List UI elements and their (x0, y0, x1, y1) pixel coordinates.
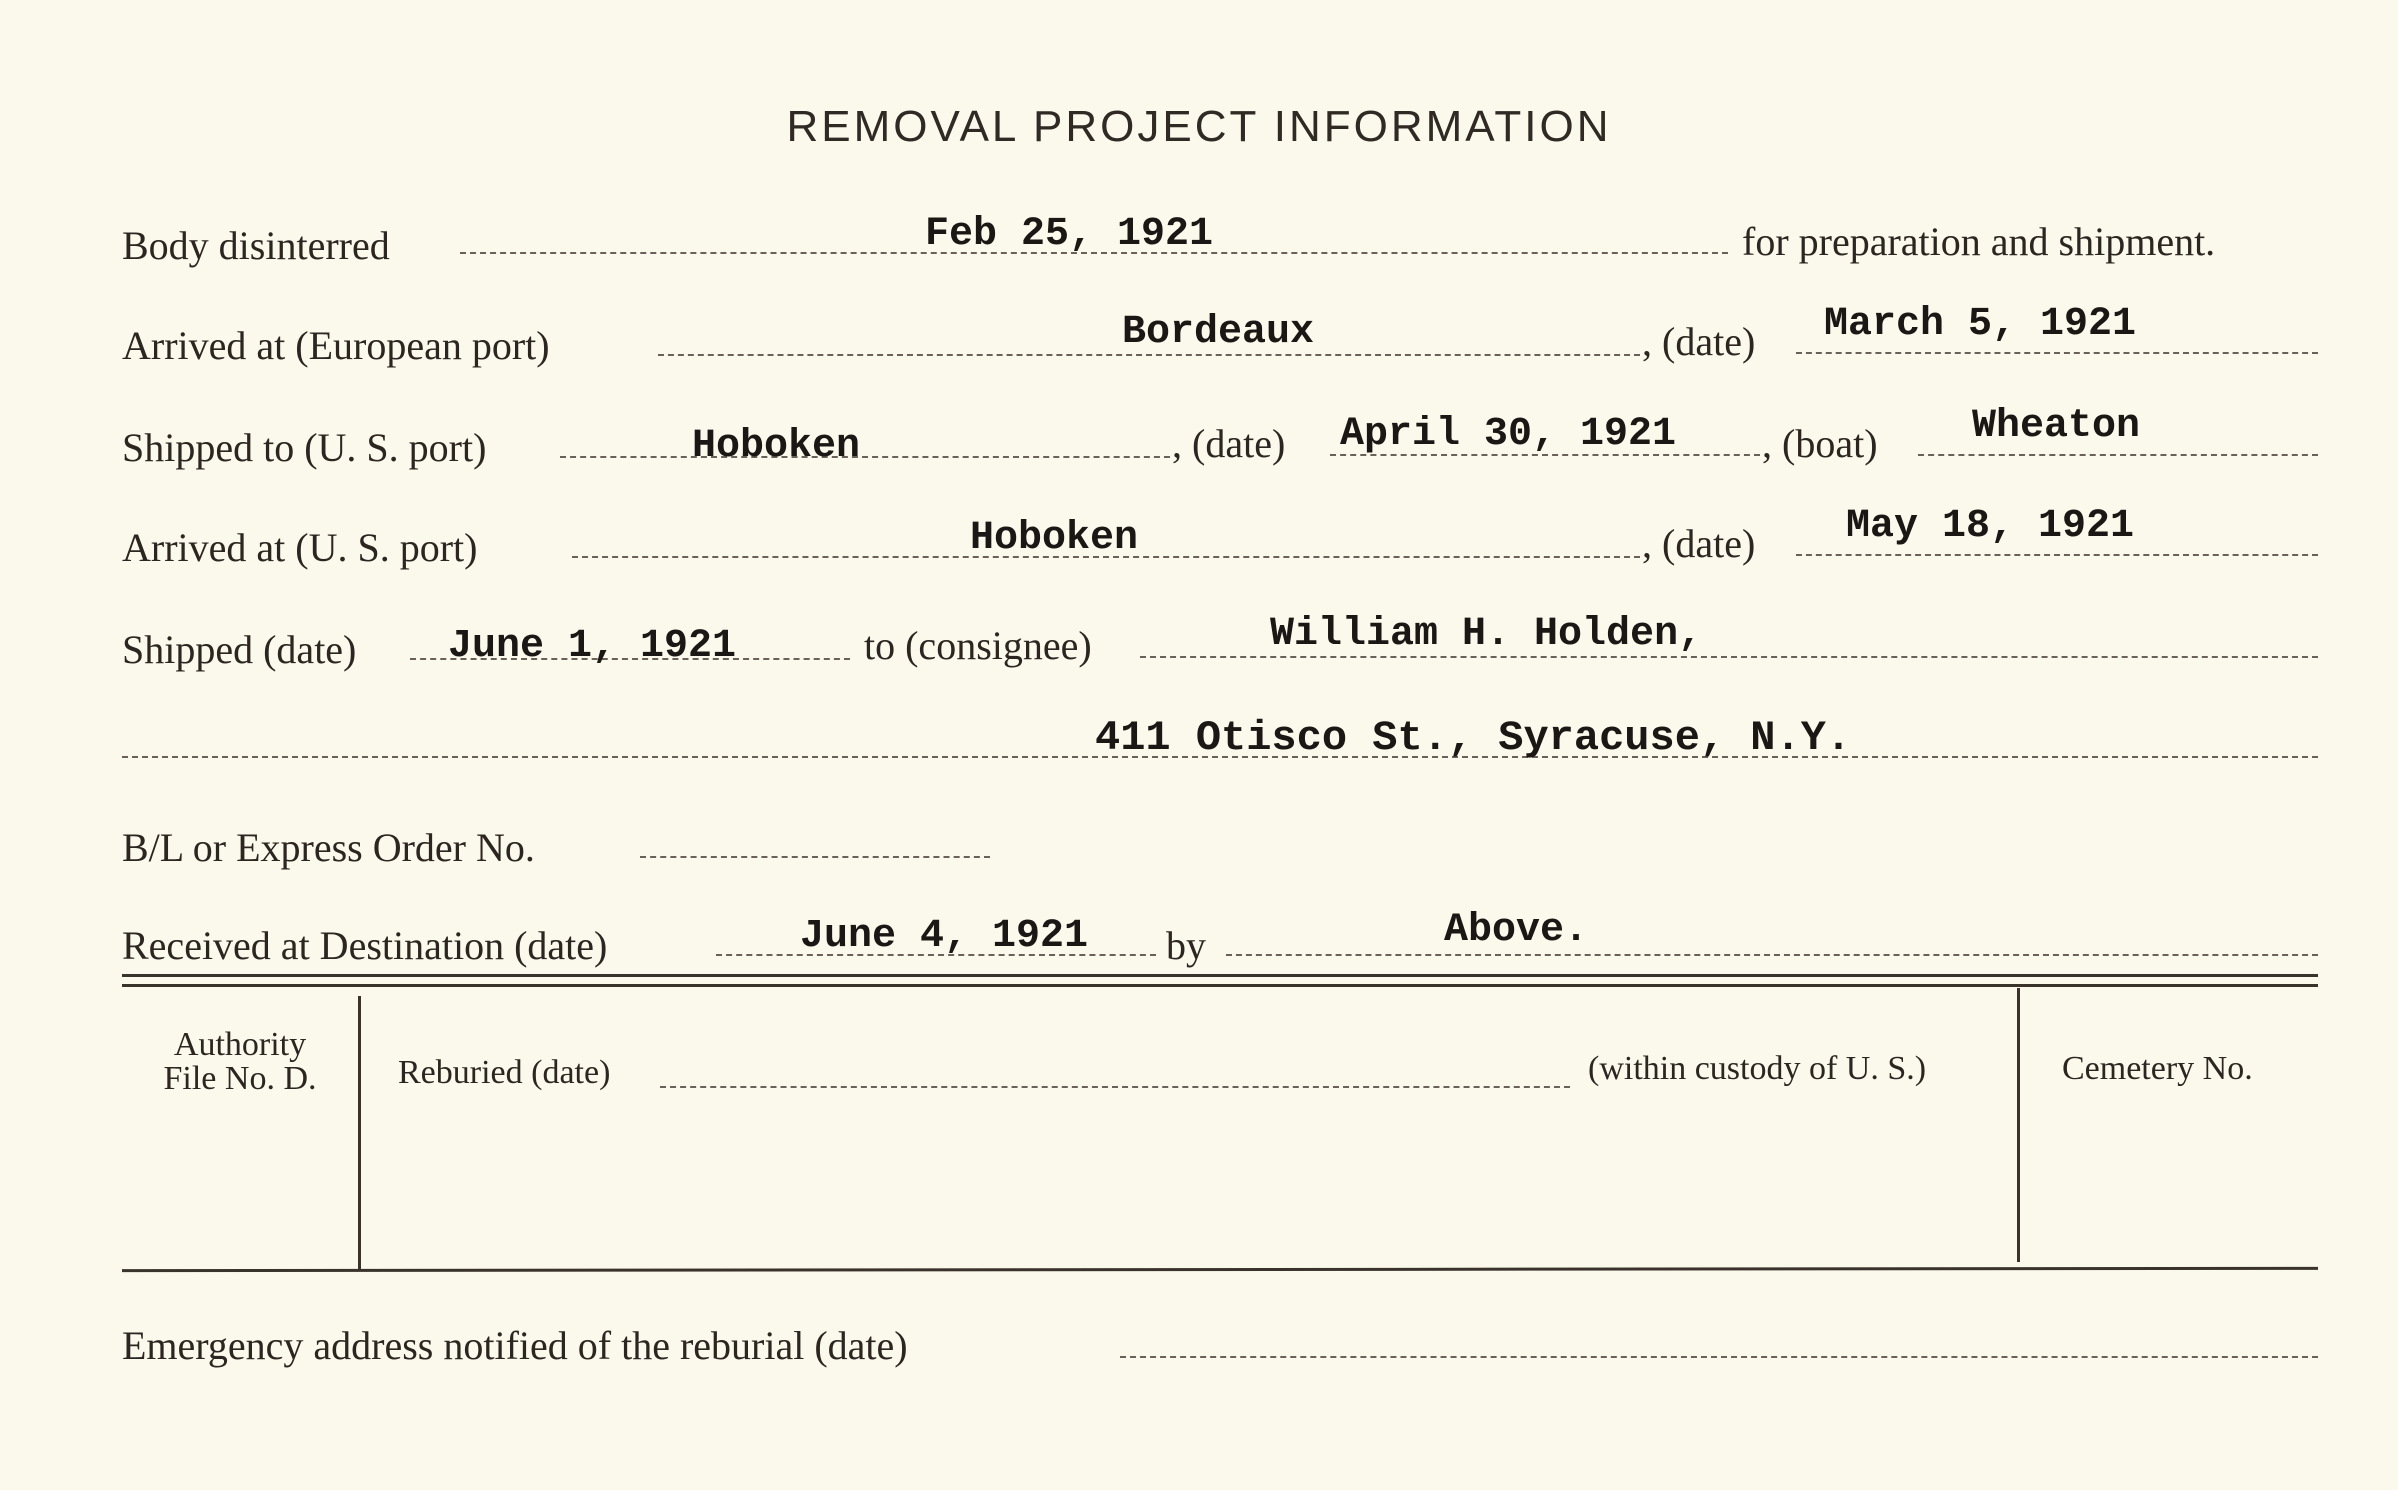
shipped-date-label: Shipped (date) (122, 627, 357, 672)
shipped-us-port-line (560, 456, 1170, 458)
custody-label: (within custody of U. S.) (1588, 1050, 1927, 1087)
box-top-rule-2 (122, 984, 2318, 987)
consignee-label: to (consignee) (864, 623, 1092, 668)
european-port-date-label: , (date) (1642, 319, 1756, 364)
boat-label: , (boat) (1762, 421, 1878, 466)
cemetery-no-label: Cemetery No. (2062, 1050, 2253, 1087)
bl-express-line (640, 856, 990, 858)
body-disinterred-value: Feb 25, 1921 (925, 212, 1214, 257)
received-by-line (1226, 954, 2318, 956)
authority-label: Authority (173, 1026, 307, 1063)
preparation-shipment-label: for preparation and shipment. (1742, 219, 2216, 264)
received-by-value: Above. (1444, 908, 1589, 953)
reburied-line (660, 1086, 1570, 1088)
received-destination-label: Received at Destination (date) (122, 923, 608, 968)
file-no-label: File No. D. (163, 1060, 317, 1097)
arrived-us-date-line (1796, 554, 2318, 556)
address-value: 411 Otisco St., Syracuse, N.Y. (1095, 714, 1852, 762)
arrived-us-date-label: , (date) (1642, 521, 1756, 566)
reburied-label: Reburied (date) (398, 1054, 611, 1091)
box-top-rule-1 (122, 974, 2318, 977)
emergency-date-line (1120, 1356, 2318, 1358)
arrived-european-port-label: Arrived at (European port) (122, 323, 550, 368)
shipped-us-port-value: Hoboken (692, 424, 861, 469)
european-port-value: Bordeaux (1122, 310, 1315, 355)
arrived-us-port-value: Hoboken (970, 516, 1139, 561)
box-divider-left (358, 996, 361, 1270)
bl-express-label: B/L or Express Order No. (122, 825, 535, 870)
boat-value: Wheaton (1972, 404, 2141, 449)
european-port-date-value: March 5, 1921 (1824, 302, 2137, 347)
received-by-label: by (1166, 923, 1206, 968)
box-divider-right (2017, 988, 2020, 1262)
box-bottom-rule (122, 1267, 2318, 1272)
consignee-value: William H. Holden, (1270, 612, 1703, 657)
european-port-date-line (1796, 352, 2318, 354)
received-date-value: June 4, 1921 (800, 914, 1089, 959)
shipped-us-date-value: April 30, 1921 (1340, 412, 1677, 457)
shipped-date-value: June 1, 1921 (448, 624, 737, 669)
form-title: REMOVAL PROJECT INFORMATION (786, 102, 1612, 151)
shipped-us-date-label: , (date) (1172, 421, 1286, 466)
arrived-us-port-label: Arrived at (U. S. port) (122, 525, 478, 570)
boat-line (1918, 454, 2318, 456)
arrived-us-date-value: May 18, 1921 (1846, 504, 2135, 549)
body-disinterred-label: Body disinterred (122, 223, 390, 268)
shipped-us-port-label: Shipped to (U. S. port) (122, 425, 487, 470)
emergency-address-label: Emergency address notified of the reburial (date) (122, 1323, 908, 1368)
